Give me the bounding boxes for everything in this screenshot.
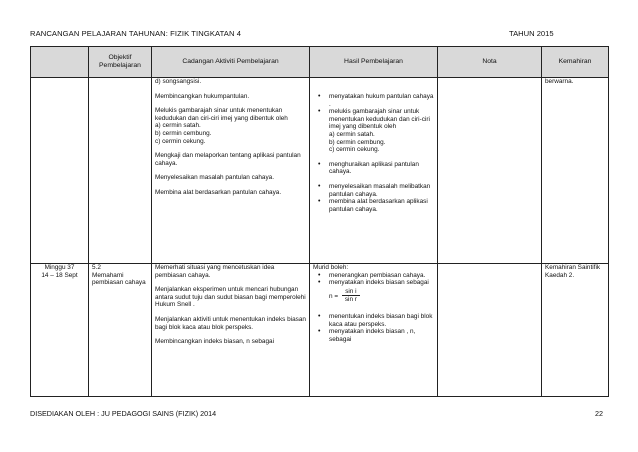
outcome-list xyxy=(313,161,434,176)
objective-cell xyxy=(89,264,152,397)
outcome-list xyxy=(313,183,434,213)
week-dates: 14 – 18 Sept xyxy=(41,271,78,279)
outcome-text: menyatakan indeks biasan sebagai xyxy=(329,279,429,287)
header-skill: Kemahiran xyxy=(542,47,609,78)
note-cell xyxy=(438,78,542,264)
activity-text: Menyelesaikan masalah pantulan cahaya. xyxy=(155,174,275,182)
header-week xyxy=(31,47,89,78)
lesson-plan-table xyxy=(30,46,609,397)
outcome-list xyxy=(313,313,434,343)
outcome-item: • menyatakan indeks biasan , n, sebagai xyxy=(313,328,434,343)
activity-text: Menjalankan aktiviti untuk menentukan indeks biasan bagi blok kaca atau blok perspeks. xyxy=(155,315,306,331)
outcome-item: • menyelesaikan masalah melibatkan pantulan cahaya. xyxy=(313,183,434,198)
activity-text: Melukis gambarajah sinar untuk menentukan kedudukan dan ciri-ciri imej yang dibentuk oleh xyxy=(155,107,288,122)
page-number: 22 xyxy=(595,409,603,418)
outcome-sub: c) cermin cekung. xyxy=(329,146,380,154)
activities-cell xyxy=(152,78,310,264)
footer-credit: DISEDIAKAN OLEH : JU PEDAGOGI SAINS (FIZIK) 2014 xyxy=(30,409,217,418)
activity-text: a) cermin satah. xyxy=(155,122,201,130)
equation-denominator: sin r xyxy=(344,296,357,304)
outcome-item xyxy=(313,279,434,287)
activity-text: c) cermin cekung. xyxy=(155,137,206,145)
note-cell xyxy=(438,264,542,397)
table-row xyxy=(31,264,609,397)
outcome-sub: a) cermin satah. xyxy=(329,130,375,138)
activity-text: Memerhati situasi yang mencetuskan idea pembiasan cahaya. xyxy=(155,264,275,279)
skill-cell: berwarna. xyxy=(542,78,609,264)
outcome-list xyxy=(313,272,434,287)
outcomes-cell xyxy=(310,78,438,264)
skill-cell: Kemahiran Saintifik Kaedah 2. xyxy=(542,264,609,397)
table-row xyxy=(31,78,609,264)
outcome-list xyxy=(313,93,434,154)
equation-fraction xyxy=(342,288,360,304)
header-outcomes: Hasil Pembelajaran xyxy=(310,47,438,78)
objective-number: 5.2 xyxy=(92,264,101,271)
outcome-item: • menghuraikan aplikasi pantulan cahaya. xyxy=(313,161,434,176)
activity-text: Membincangkan hukumpantulan. xyxy=(155,92,250,100)
activity-text: Membina alat berdasarkan pantulan cahaya. xyxy=(155,188,282,196)
activity-text: Mengkaji dan melaporkan tentang aplikasi pantulan cahaya. xyxy=(155,152,301,167)
outcomes-cell xyxy=(310,264,438,397)
week-number: Minggu 37 xyxy=(44,264,75,271)
snell-equation xyxy=(313,288,434,304)
table-header-row xyxy=(31,47,609,78)
equation-lhs: n = xyxy=(329,292,339,300)
outcome-text: melukis gambarajah sinar untuk menentukan kedudukan dan ciri-ciri imej yang dibentuk oleh xyxy=(329,108,430,131)
document-year: TAHUN 2015 xyxy=(509,29,554,38)
outcome-item xyxy=(313,108,434,154)
header-note: Nota xyxy=(438,47,542,78)
activity-text: Membincangkan indeks biasan, n sebagai xyxy=(155,338,275,346)
activity-text: Menjalankan eksperimen untuk mencari hubungan antara sudut tuju dan sudut biasan bagi memperolehi Hukum Snell . xyxy=(155,286,306,309)
outcome-intro: Murid boleh: xyxy=(313,264,349,271)
activity-text: d) songsangsisi. xyxy=(155,78,202,85)
week-cell xyxy=(31,264,89,397)
outcome-item: • menentukan indeks biasan bagi blok kaca atau perspeks. xyxy=(313,313,434,328)
objective-text: Memahami pembiasan cahaya xyxy=(92,271,146,287)
activity-text: b) cermin cembung. xyxy=(155,129,212,137)
outcome-item: • membina alat berdasarkan aplikasi pantulan cahaya. xyxy=(313,198,434,213)
objective-cell xyxy=(89,78,152,264)
outcome-item: • menyatakan hukum pantulan cahaya . xyxy=(313,93,434,108)
outcome-sub: b) cermin cembung. xyxy=(329,138,386,146)
document-title: RANCANGAN PELAJARAN TAHUNAN: FIZIK TINGKATAN 4 xyxy=(30,29,242,38)
week-cell xyxy=(31,78,89,264)
header-objective: Objektif Pembelajaran xyxy=(89,47,152,78)
outcome-item: • menerangkan pembiasan cahaya. xyxy=(313,272,434,280)
activities-cell xyxy=(152,264,310,397)
equation-numerator: sin i xyxy=(342,288,360,297)
header-activities: Cadangan Aktiviti Pembelajaran xyxy=(152,47,310,78)
